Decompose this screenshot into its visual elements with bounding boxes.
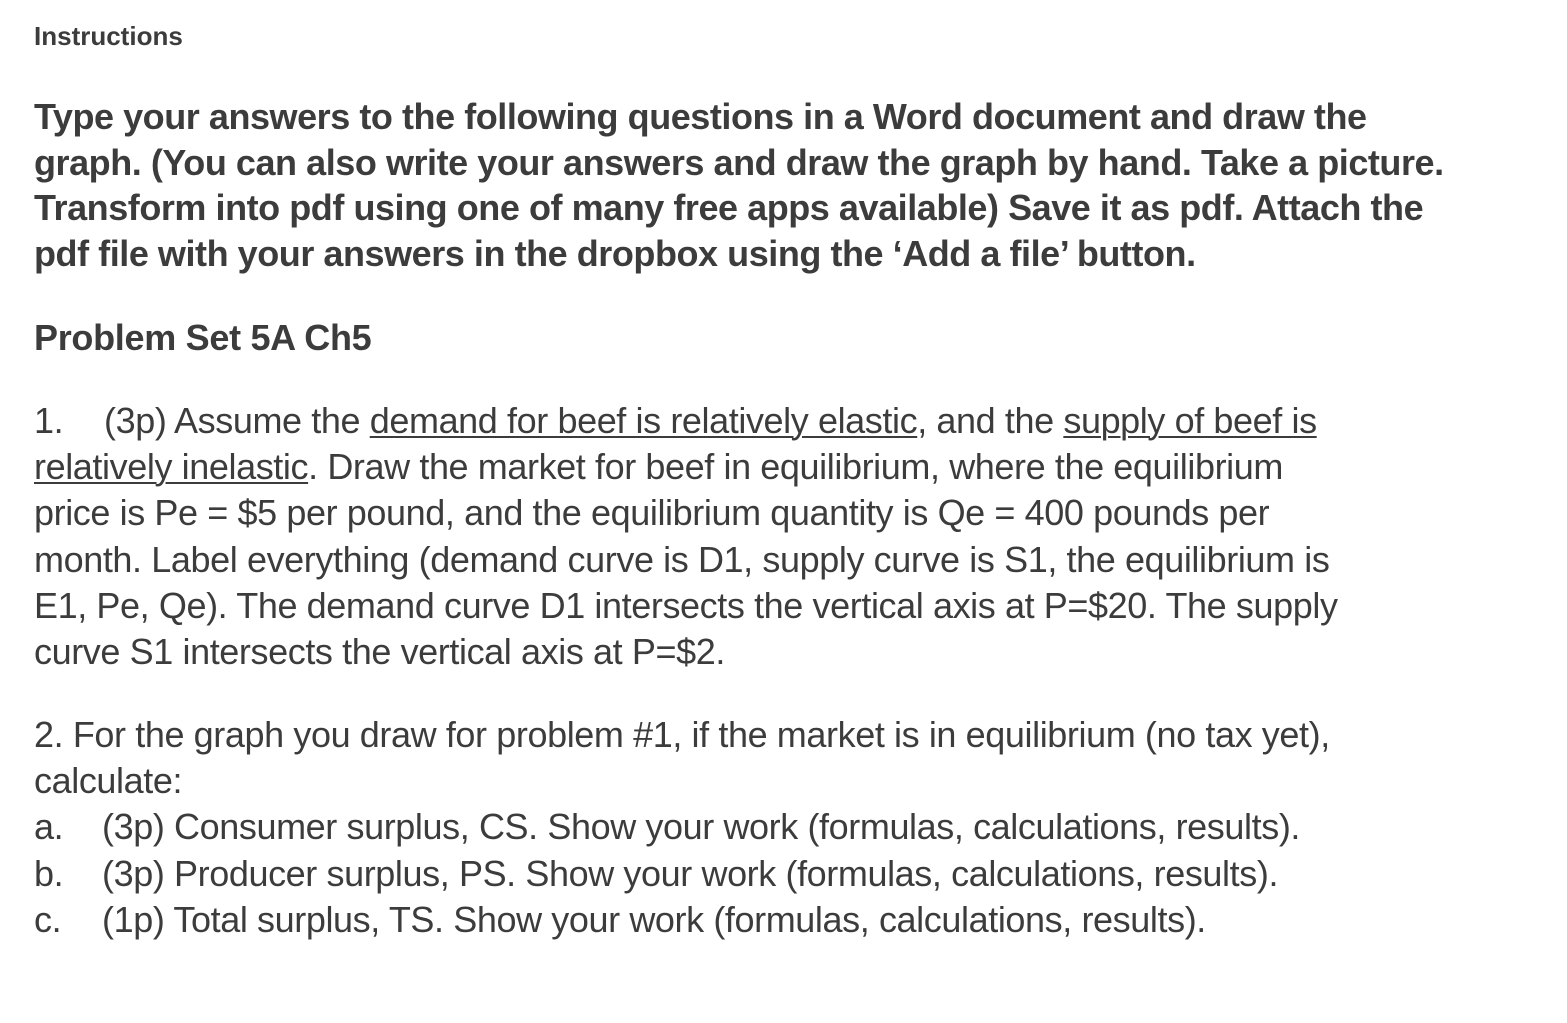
item-letter: c. <box>34 898 62 940</box>
instructions-heading: Instructions <box>34 21 183 51</box>
item-letter: a. <box>34 806 64 848</box>
question-2 <box>34 712 1514 943</box>
item-text: (3p) Producer surplus, PS. Show your work (formulas, calculations, results). <box>102 852 1279 894</box>
instructions-line-2: graph. (You can also write your answers and draw the graph by hand. Take a picture. <box>34 141 1444 183</box>
demand-elastic-underlined: demand for beef is relatively elastic <box>369 400 918 441</box>
instructions-line-4: pdf file with your answers in the dropbox using the ‘Add a file’ button. <box>34 232 1196 274</box>
instructions-line-1: Type your answers to the following questions in a Word document and draw the <box>34 96 1367 137</box>
question-1-line-5: E1, Pe, Qe). The demand curve D1 intersects the vertical axis at P=$20. The supply <box>34 584 1338 626</box>
question-1-text-c: . Draw the market for beef in equilibrium, where the equilibrium <box>308 446 1283 488</box>
question-2-item-a <box>34 804 1514 850</box>
question-1-line-6: curve S1 intersects the vertical axis at P=$2. <box>34 631 725 673</box>
question-1-line-3: price is Pe = $5 per pound, and the equilibrium quantity is Qe = 400 pounds per <box>34 492 1270 534</box>
question-1-text-a: (3p) Assume the <box>104 400 370 441</box>
question-2-line-1: 2. For the graph you draw for problem #1, if the market is in equilibrium (no tax yet), <box>34 714 1330 755</box>
item-text: (3p) Consumer surplus, CS. Show your work (formulas, calculations, results). <box>102 806 1301 848</box>
supply-inelastic-underlined-end: relatively inelastic <box>34 446 309 488</box>
item-text: (1p) Total surplus, TS. Show your work (formulas, calculations, results). <box>102 898 1206 940</box>
question-1-line-2 <box>34 444 1504 490</box>
question-2-line-2: calculate: <box>34 760 183 802</box>
question-1-number: 1. <box>34 400 64 441</box>
question-1-text-b: , and the <box>917 400 1064 441</box>
question-1-line-1 <box>34 398 1504 444</box>
question-1 <box>34 398 1504 675</box>
supply-inelastic-underlined-start: supply of beef is <box>1063 400 1317 441</box>
question-2-item-b <box>34 851 1514 897</box>
instructions-paragraph <box>34 94 1494 276</box>
item-letter: b. <box>34 852 64 894</box>
problem-set-title: Problem Set 5A Ch5 <box>34 317 372 358</box>
question-2-item-c <box>34 897 1514 943</box>
question-1-line-4: month. Label everything (demand curve is D1, supply curve is S1, the equilibrium is <box>34 538 1330 580</box>
instructions-line-3: Transform into pdf using one of many free apps available) Save it as pdf. Attach the <box>34 187 1424 229</box>
